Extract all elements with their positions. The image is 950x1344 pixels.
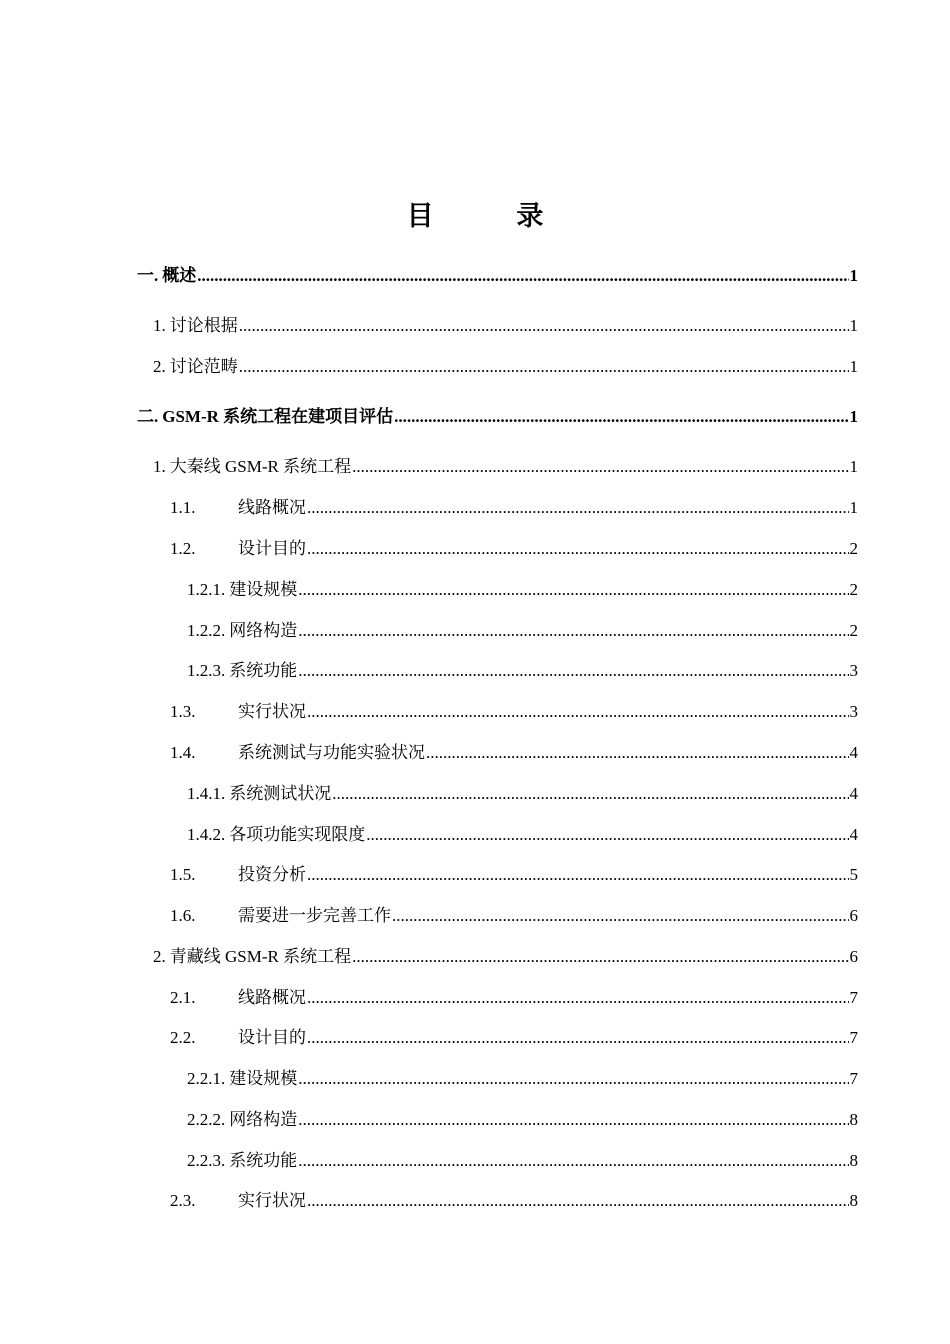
toc-entry-page: 2: [849, 539, 858, 558]
toc-entry-page: 1: [849, 457, 858, 476]
toc-entry-number: 1.2.: [170, 539, 196, 558]
toc-entry-number: 2.2.: [170, 1028, 196, 1047]
toc-entry-page: 4: [849, 825, 858, 844]
toc-entry-level3[interactable]: [170, 742, 858, 764]
toc-dot-leader: [307, 1190, 849, 1212]
toc-entry-level1[interactable]: [137, 406, 858, 428]
toc-dot-leader: [332, 783, 848, 805]
toc-entry-level4[interactable]: [187, 660, 858, 682]
toc-entry-page: 7: [849, 988, 858, 1007]
toc-dot-leader: [239, 315, 849, 337]
toc-entry-page: 2: [849, 621, 858, 640]
toc-entry-number: 1.3.: [170, 702, 196, 721]
toc-entry-level3[interactable]: [170, 1190, 858, 1212]
toc-entry-page: 6: [849, 947, 858, 966]
toc-entry-page: 8: [849, 1151, 858, 1170]
toc-dot-leader: [392, 905, 849, 927]
toc-entry-level2[interactable]: [153, 356, 858, 378]
toc-entry-level3[interactable]: [170, 1027, 858, 1049]
toc-entry-text: 各项功能实现限度: [229, 825, 366, 844]
toc-dot-leader: [298, 579, 848, 601]
toc-entry-text: 设计目的: [238, 539, 306, 558]
toc-entry-text: 系统测试状况: [229, 784, 332, 803]
toc-entry-number: 2.2.1.: [187, 1069, 226, 1088]
toc-entry-number: 1.: [153, 457, 166, 476]
toc-entry-page: 7: [849, 1069, 858, 1088]
toc-entry-page: 1: [849, 266, 858, 285]
toc-entry-number: 一.: [137, 266, 159, 285]
toc-entry-text: 实行状况: [238, 702, 306, 721]
toc-dot-leader: [307, 987, 849, 1009]
toc-entry-text: 需要进一步完善工作: [238, 906, 391, 925]
toc-entry-text: 投资分析: [238, 865, 306, 884]
toc-entry-level3[interactable]: [170, 905, 858, 927]
toc-entry-page: 3: [849, 702, 858, 721]
toc-entry-page: 4: [849, 784, 858, 803]
toc-entry-text: 设计目的: [238, 1028, 306, 1047]
toc-entry-level3[interactable]: [170, 987, 858, 1009]
toc-entry-number: 1.1.: [170, 498, 196, 517]
toc-entry-number: 1.4.2.: [187, 825, 226, 844]
toc-entry-text: 实行状况: [238, 1191, 306, 1210]
toc-dot-leader: [197, 265, 848, 287]
toc-entry-text: 青藏线 GSM-R 系统工程: [169, 947, 352, 966]
toc-entry-page: 4: [849, 743, 858, 762]
toc-entry-text: GSM-R 系统工程在建项目评估: [162, 407, 394, 426]
toc-entry-text: 讨论范畴: [169, 357, 238, 376]
toc-dot-leader: [394, 406, 848, 428]
toc-entry-text: 网络构造: [229, 621, 298, 640]
toc-dot-leader: [298, 620, 848, 642]
toc-entry-number: 1.6.: [170, 906, 196, 925]
toc-entry-number: 2.2.3.: [187, 1151, 226, 1170]
toc-dot-leader: [366, 824, 848, 846]
toc-entry-level3[interactable]: [170, 864, 858, 886]
toc-dot-leader: [298, 1109, 848, 1131]
toc-entry-page: 2: [849, 580, 858, 599]
toc-entry-text: 线路概况: [238, 498, 306, 517]
toc-entry-level4[interactable]: [187, 579, 858, 601]
toc-title: 目 录: [406, 201, 582, 231]
toc-dot-leader: [307, 864, 849, 886]
toc-dot-leader: [298, 1150, 848, 1172]
toc-dot-leader: [298, 660, 848, 682]
toc-entry-level4[interactable]: [187, 783, 858, 805]
toc-entry-level3[interactable]: [170, 497, 858, 519]
toc-entry-page: 1: [849, 407, 858, 426]
toc-dot-leader: [352, 946, 848, 968]
toc-dot-leader: [239, 356, 849, 378]
toc-dot-leader: [307, 1027, 849, 1049]
toc-dot-leader: [298, 1068, 848, 1090]
toc-entry-number: 二.: [137, 407, 159, 426]
toc-entry-level1[interactable]: [137, 265, 858, 287]
toc-entry-level2[interactable]: [153, 315, 858, 337]
toc-entry-number: 2.2.2.: [187, 1110, 226, 1129]
toc-entry-page: 1: [849, 357, 858, 376]
toc-dot-leader: [352, 456, 848, 478]
toc-entry-number: 1.2.3.: [187, 661, 226, 680]
toc-entry-page: 7: [849, 1028, 858, 1047]
toc-entry-level2[interactable]: [153, 456, 858, 478]
toc-entry-page: 1: [849, 498, 858, 517]
toc-entry-level4[interactable]: [187, 1068, 858, 1090]
toc-entry-number: 1.: [153, 316, 166, 335]
toc-entry-level3[interactable]: [170, 538, 858, 560]
toc-entry-text: 大秦线 GSM-R 系统工程: [169, 457, 352, 476]
toc-entry-level4[interactable]: [187, 1109, 858, 1131]
toc-entry-number: 1.2.2.: [187, 621, 226, 640]
toc-entry-text: 讨论根据: [169, 316, 238, 335]
toc-entry-text: 系统功能: [229, 661, 298, 680]
toc-entry-level2[interactable]: [153, 946, 858, 968]
toc-entry-page: 3: [849, 661, 858, 680]
toc-entry-text: 系统功能: [229, 1151, 298, 1170]
toc-entry-text: 线路概况: [238, 988, 306, 1007]
toc-entry-number: 1.5.: [170, 865, 196, 884]
toc-entry-page: 8: [849, 1191, 858, 1210]
toc-dot-leader: [307, 497, 849, 519]
toc-entry-number: 1.4.1.: [187, 784, 226, 803]
toc-dot-leader: [307, 538, 849, 560]
toc-entry-level4[interactable]: [187, 1150, 858, 1172]
toc-entry-text: 建设规模: [229, 1069, 298, 1088]
toc-entry-level4[interactable]: [187, 620, 858, 642]
toc-entry-page: 6: [849, 906, 858, 925]
toc-entry-level4[interactable]: [187, 824, 858, 846]
toc-entry-page: 5: [849, 865, 858, 884]
toc-entry-text: 概述: [162, 266, 197, 285]
toc-entry-number: 1.2.1.: [187, 580, 226, 599]
toc-entry-text: 系统测试与功能实验状况: [238, 743, 425, 762]
toc-entry-number: 2.: [153, 357, 166, 376]
toc-entry-number: 2.1.: [170, 988, 196, 1007]
toc-entry-page: 8: [849, 1110, 858, 1129]
toc-entry-number: 2.: [153, 947, 166, 966]
toc-entry-level3[interactable]: [170, 701, 858, 723]
toc-dot-leader: [307, 701, 849, 723]
toc-dot-leader: [426, 742, 849, 764]
toc-entry-page: 1: [849, 316, 858, 335]
toc-entry-text: 建设规模: [229, 580, 298, 599]
toc-entry-number: 2.3.: [170, 1191, 196, 1210]
toc-entry-number: 1.4.: [170, 743, 196, 762]
toc-entry-text: 网络构造: [229, 1110, 298, 1129]
